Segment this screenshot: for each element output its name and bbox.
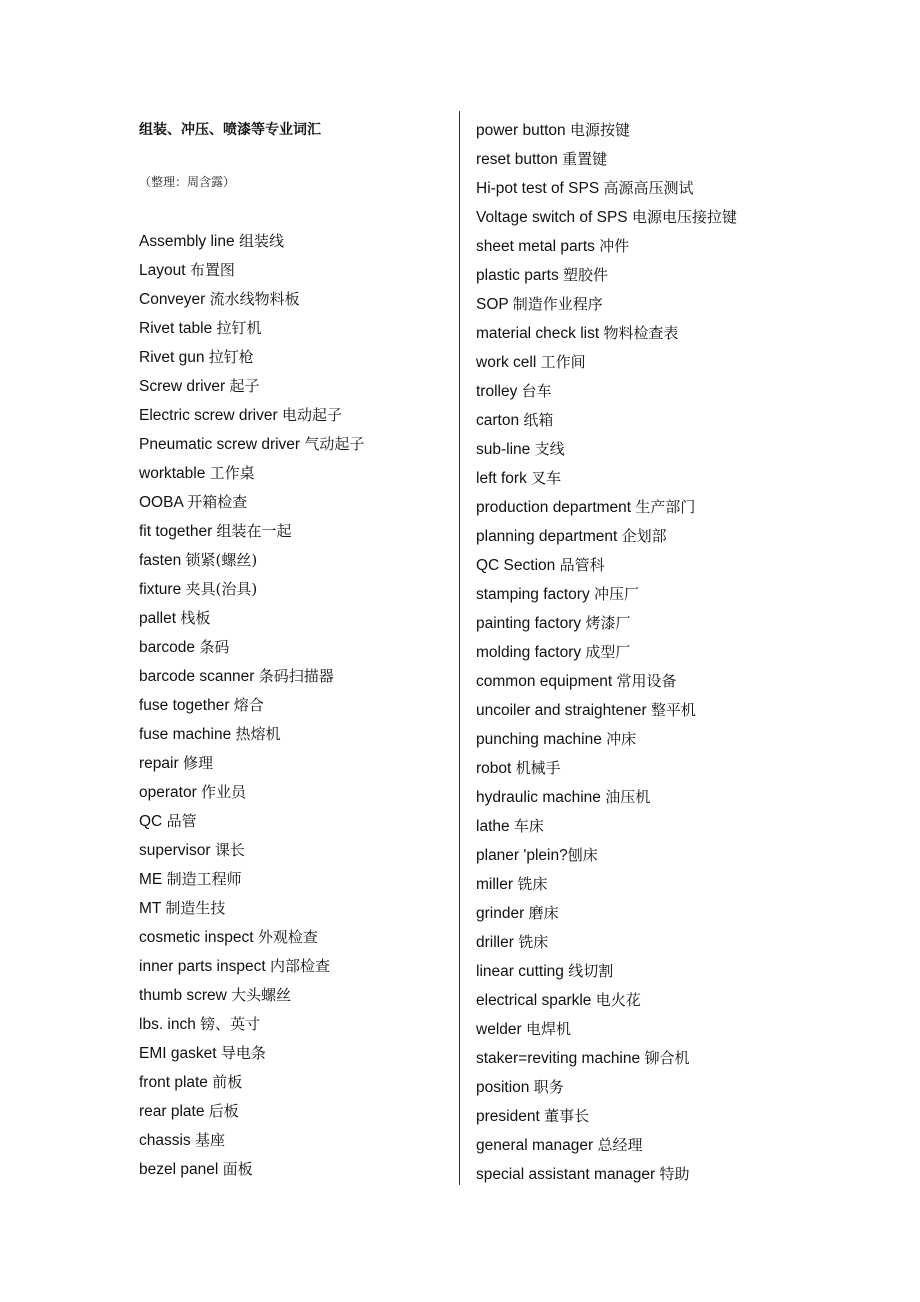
term-entry	[139, 633, 449, 662]
term-chinese: 制造作业程序	[512, 295, 603, 313]
term-entry	[476, 638, 896, 667]
term-chinese: 课长	[214, 841, 245, 859]
term-entry	[476, 493, 896, 522]
term-english: pallet	[139, 610, 181, 627]
term-english: Voltage switch of SPS	[476, 209, 632, 226]
term-chinese: 拉钉机	[216, 319, 262, 337]
term-entry	[476, 377, 896, 406]
term-chinese: 电火花	[595, 991, 641, 1009]
term-entry	[139, 604, 449, 633]
term-chinese: 烤漆厂	[585, 614, 631, 632]
term-chinese: 组装线	[238, 232, 284, 250]
term-chinese: 物料检查表	[603, 324, 679, 342]
term-entry	[139, 662, 449, 691]
term-chinese: 面板	[222, 1160, 253, 1178]
term-entry	[139, 285, 449, 314]
term-chinese: 车床	[513, 817, 544, 835]
term-entry	[476, 580, 896, 609]
term-chinese: 大头螺丝	[231, 986, 292, 1004]
term-entry	[139, 227, 449, 256]
term-english: planer 'plein?	[476, 847, 568, 864]
term-english: front plate	[139, 1074, 213, 1091]
term-chinese: 冲件	[599, 237, 630, 255]
term-chinese: 刨床	[567, 846, 598, 864]
term-english: hydraulic machine	[476, 789, 606, 806]
term-entry	[139, 372, 449, 401]
document-subtitle: （整理：周含露）	[139, 175, 236, 189]
term-chinese: 铣床	[518, 933, 549, 951]
term-english: cosmetic inspect	[139, 929, 258, 946]
term-entry	[476, 957, 896, 986]
term-chinese: 电动起子	[281, 406, 342, 424]
term-entry	[139, 894, 449, 923]
term-english: special assistant manager	[476, 1166, 660, 1183]
term-english: Pneumatic screw driver	[139, 436, 305, 453]
term-entry	[476, 1160, 896, 1189]
term-english: miller	[476, 876, 518, 893]
term-english: reset button	[476, 151, 563, 168]
term-english: president	[476, 1108, 545, 1125]
term-english: trolley	[476, 383, 522, 400]
term-entry	[476, 841, 896, 870]
term-entry	[476, 1131, 896, 1160]
term-entry	[139, 1097, 449, 1126]
term-chinese: 后板	[208, 1102, 239, 1120]
term-english: OOBA	[139, 494, 188, 511]
term-chinese: 起子	[229, 377, 260, 395]
term-entry	[476, 145, 896, 174]
term-english: uncoiler and straightener	[476, 702, 651, 719]
term-chinese: 夹具(治具)	[185, 580, 258, 598]
term-entry	[139, 1010, 449, 1039]
term-entry	[476, 1073, 896, 1102]
term-english: painting factory	[476, 615, 586, 632]
term-entry	[139, 430, 449, 459]
term-english: lbs. inch	[139, 1016, 201, 1033]
term-entry	[139, 256, 449, 285]
term-chinese: 冲压厂	[594, 585, 640, 603]
term-entry	[476, 261, 896, 290]
term-chinese: 作业员	[201, 783, 247, 801]
term-english: inner parts inspect	[139, 958, 270, 975]
term-chinese: 整平机	[650, 701, 696, 719]
term-chinese: 修理	[182, 754, 213, 772]
term-chinese: 内部检查	[269, 957, 330, 975]
term-english: linear cutting	[476, 963, 569, 980]
term-entry	[139, 1155, 449, 1184]
term-chinese: 拉钉枪	[208, 348, 254, 366]
term-english: Rivet gun	[139, 349, 209, 366]
term-english: fasten	[139, 552, 186, 569]
term-chinese: 职务	[533, 1078, 564, 1096]
term-entry	[476, 435, 896, 464]
column-divider	[459, 111, 460, 1185]
term-entry	[139, 459, 449, 488]
term-entry	[476, 174, 896, 203]
term-entry	[476, 522, 896, 551]
term-entry	[476, 899, 896, 928]
term-entry	[139, 517, 449, 546]
term-english: MT	[139, 900, 166, 917]
term-english: ME	[139, 871, 167, 888]
term-entry	[139, 401, 449, 430]
term-english: QC	[139, 813, 167, 830]
term-entry	[139, 981, 449, 1010]
term-english: SOP	[476, 296, 513, 313]
term-chinese: 导电条	[220, 1044, 266, 1062]
term-chinese: 热熔机	[235, 725, 281, 743]
term-english: sub-line	[476, 441, 535, 458]
term-entry	[476, 696, 896, 725]
term-chinese: 熔合	[233, 696, 264, 714]
term-english: Hi-pot test of SPS	[476, 180, 604, 197]
term-entry	[139, 314, 449, 343]
term-english: Layout	[139, 262, 190, 279]
term-entry	[139, 1039, 449, 1068]
term-english: EMI gasket	[139, 1045, 221, 1062]
term-chinese: 气动起子	[304, 435, 365, 453]
term-english: sheet metal parts	[476, 238, 600, 255]
term-english: bezel panel	[139, 1161, 223, 1178]
term-entry	[139, 952, 449, 981]
term-chinese: 电源电压接拉键	[631, 208, 737, 226]
term-entry	[476, 319, 896, 348]
term-entry	[476, 1102, 896, 1131]
term-entry	[139, 923, 449, 952]
term-chinese: 重置键	[562, 150, 608, 168]
term-chinese: 机械手	[515, 759, 561, 777]
term-chinese: 制造生技	[165, 899, 226, 917]
term-chinese: 支线	[534, 440, 565, 458]
term-entry	[476, 464, 896, 493]
left-column	[139, 116, 449, 1184]
term-entry	[139, 1126, 449, 1155]
term-english: power button	[476, 122, 570, 139]
term-entry	[476, 725, 896, 754]
term-chinese: 常用设备	[616, 672, 677, 690]
term-chinese: 条码	[199, 638, 230, 656]
term-chinese: 条码扫描器	[258, 667, 334, 685]
term-english: fuse together	[139, 697, 234, 714]
term-chinese: 前板	[212, 1073, 243, 1091]
term-entry	[476, 754, 896, 783]
term-english: material check list	[476, 325, 604, 342]
term-english: general manager	[476, 1137, 598, 1154]
term-entry	[476, 232, 896, 261]
term-chinese: 工作间	[540, 353, 586, 371]
term-entry	[139, 575, 449, 604]
term-chinese: 塑胶件	[563, 266, 609, 284]
term-chinese: 铣床	[517, 875, 548, 893]
term-chinese: 纸箱	[523, 411, 554, 429]
term-chinese: 锁紧(螺丝)	[185, 551, 258, 569]
term-entry	[476, 406, 896, 435]
term-entry	[139, 343, 449, 372]
term-chinese: 组装在一起	[216, 522, 292, 540]
term-chinese: 特助	[659, 1165, 690, 1183]
term-english: planning department	[476, 528, 622, 545]
term-entry	[476, 290, 896, 319]
term-english: chassis	[139, 1132, 195, 1149]
term-english: production department	[476, 499, 636, 516]
term-english: work cell	[476, 354, 541, 371]
term-english: Electric screw driver	[139, 407, 282, 424]
term-chinese: 冲床	[606, 730, 637, 748]
term-chinese: 栈板	[180, 609, 211, 627]
document-title: 组装、冲压、喷漆等专业词汇	[139, 122, 321, 138]
term-entry	[476, 203, 896, 232]
term-chinese: 布置图	[189, 261, 235, 279]
term-entry	[139, 488, 449, 517]
term-entry	[139, 749, 449, 778]
term-english: driller	[476, 934, 519, 951]
term-chinese: 品管科	[559, 556, 605, 574]
term-entry	[139, 1068, 449, 1097]
term-chinese: 企划部	[621, 527, 667, 545]
term-english: welder	[476, 1021, 526, 1038]
term-english: robot	[476, 760, 516, 777]
term-english: grinder	[476, 905, 529, 922]
term-english: fit together	[139, 523, 217, 540]
term-english: worktable	[139, 465, 210, 482]
term-english: carton	[476, 412, 524, 429]
term-chinese: 董事长	[544, 1107, 590, 1125]
term-english: QC Section	[476, 557, 560, 574]
term-english: plastic parts	[476, 267, 564, 284]
term-english: staker=reviting machine	[476, 1050, 645, 1067]
term-english: punching machine	[476, 731, 607, 748]
left-term-list	[139, 227, 449, 1184]
term-chinese: 磨床	[528, 904, 559, 922]
term-entry	[476, 1044, 896, 1073]
term-chinese: 铆合机	[644, 1049, 690, 1067]
term-chinese: 品管	[166, 812, 197, 830]
term-chinese: 总经理	[597, 1136, 643, 1154]
term-entry	[476, 928, 896, 957]
right-column	[476, 116, 896, 1189]
term-english: position	[476, 1079, 534, 1096]
term-english: left fork	[476, 470, 532, 487]
term-english: repair	[139, 755, 183, 772]
term-english: thumb screw	[139, 987, 232, 1004]
term-entry	[476, 870, 896, 899]
term-english: Rivet table	[139, 320, 217, 337]
term-chinese: 镑、英寸	[200, 1015, 261, 1033]
term-entry	[139, 865, 449, 894]
term-chinese: 成型厂	[585, 643, 631, 661]
term-english: fixture	[139, 581, 186, 598]
term-chinese: 台车	[521, 382, 552, 400]
term-english: fuse machine	[139, 726, 236, 743]
term-entry	[476, 986, 896, 1015]
term-english: supervisor	[139, 842, 215, 859]
term-entry	[139, 720, 449, 749]
term-chinese: 油压机	[605, 788, 651, 806]
term-english: Screw driver	[139, 378, 230, 395]
term-english: Assembly line	[139, 233, 239, 250]
term-chinese: 电焊机	[525, 1020, 571, 1038]
term-entry	[476, 812, 896, 841]
term-chinese: 制造工程师	[166, 870, 242, 888]
term-chinese: 流水线物料板	[209, 290, 300, 308]
term-entry	[476, 116, 896, 145]
term-chinese: 线切割	[568, 962, 614, 980]
term-english: stamping factory	[476, 586, 595, 603]
term-chinese: 基座	[195, 1131, 226, 1149]
term-english: common equipment	[476, 673, 617, 690]
term-english: operator	[139, 784, 202, 801]
term-chinese: 工作桌	[209, 464, 255, 482]
term-chinese: 生产部门	[635, 498, 696, 516]
term-entry	[139, 807, 449, 836]
term-chinese: 开箱检查	[187, 493, 248, 511]
term-english: Conveyer	[139, 291, 210, 308]
term-chinese: 高源高压测试	[603, 179, 694, 197]
term-english: barcode	[139, 639, 200, 656]
term-entry	[139, 836, 449, 865]
term-english: barcode scanner	[139, 668, 259, 685]
term-entry	[139, 546, 449, 575]
term-entry	[476, 348, 896, 377]
term-english: lathe	[476, 818, 514, 835]
right-term-list	[476, 116, 896, 1189]
term-english: rear plate	[139, 1103, 209, 1120]
term-english: molding factory	[476, 644, 586, 661]
term-chinese: 叉车	[531, 469, 562, 487]
term-chinese: 外观检查	[257, 928, 318, 946]
term-entry	[476, 609, 896, 638]
term-entry	[476, 783, 896, 812]
term-chinese: 电源按键	[569, 121, 630, 139]
term-entry	[139, 691, 449, 720]
term-entry	[476, 667, 896, 696]
term-entry	[139, 778, 449, 807]
term-english: electrical sparkle	[476, 992, 596, 1009]
term-entry	[476, 551, 896, 580]
term-entry	[476, 1015, 896, 1044]
